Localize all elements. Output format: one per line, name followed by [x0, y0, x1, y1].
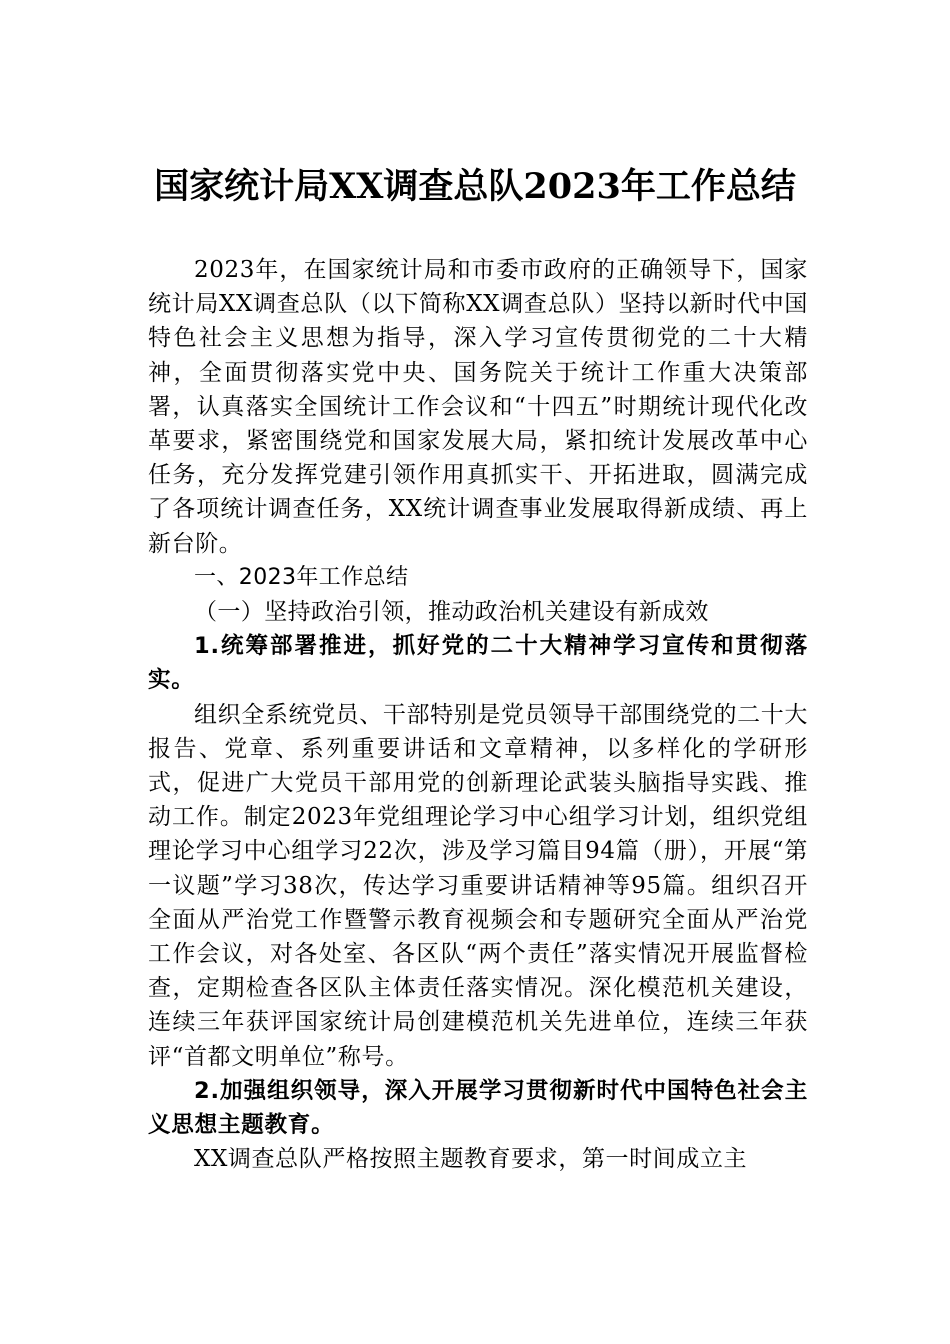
item-heading: 1.统筹部署推进，抓好党的二十大精神学习宣传和贯彻落实。 — [148, 633, 808, 694]
item-body-paragraph: XX调查总队严格按照主题教育要求，第一时间成立主 — [194, 1146, 748, 1173]
intro-paragraph: 2023年，在国家统计局和市委市政府的正确领导下，国家统计局XX调查总队（以下简称XX调查总队）坚持以新时代中国特色社会主义思想为指导，深入学习宣传贯彻党的二十大精神，全面贯彻落实党中央、国务院关于统计工作重大决策部署，认真落实全国统计工作会议和“十四五”时期统计现代化改革要求，紧密围绕党和国家发展大局，紧扣统计发展改革中心任务，充分发挥党建引领作用真抓实干、开拓进取，圆满完成了各项统计调查任务，XX统计调查事业发展取得新成绩、再上新台阶。 — [148, 257, 808, 557]
document-title: 国家统计局XX调查总队2023年工作总结 — [154, 166, 796, 207]
subsection-heading: （一）坚持政治引领，推动政治机关建设有新成效 — [194, 599, 709, 626]
document-body — [148, 253, 808, 1176]
section-heading: 一、2023年工作总结 — [194, 564, 409, 590]
item-heading: 2.加强组织领导，深入开展学习贯彻新时代中国特色社会主义思想主题教育。 — [148, 1077, 808, 1139]
item-body-paragraph: 组织全系统党员、干部特别是党员领导干部围绕党的二十大报告、党章、系列重要讲话和文章精神，以多样化的学研形式，促进广大党员干部用党的创新理论武装头脑指导实践、推动工作。制定2023年党组理论学习中心组学习计划，组织党组理论学习中心组学习22次，涉及学习篇目94篇（册），开展“第一议题”学习38次，传达学习重要讲话精神等95篇。组织召开全面从严治党工作暨警示教育视频会和专题研究全面从严治党工作会议，对各处室、各区队“两个责任”落实情况开展监督检查，定期检查各区队主体责任落实情况。深化模范机关建设，连续三年获评国家统计局创建模范机关先进单位，连续三年获评“首都文明单位”称号。 — [148, 701, 808, 1070]
